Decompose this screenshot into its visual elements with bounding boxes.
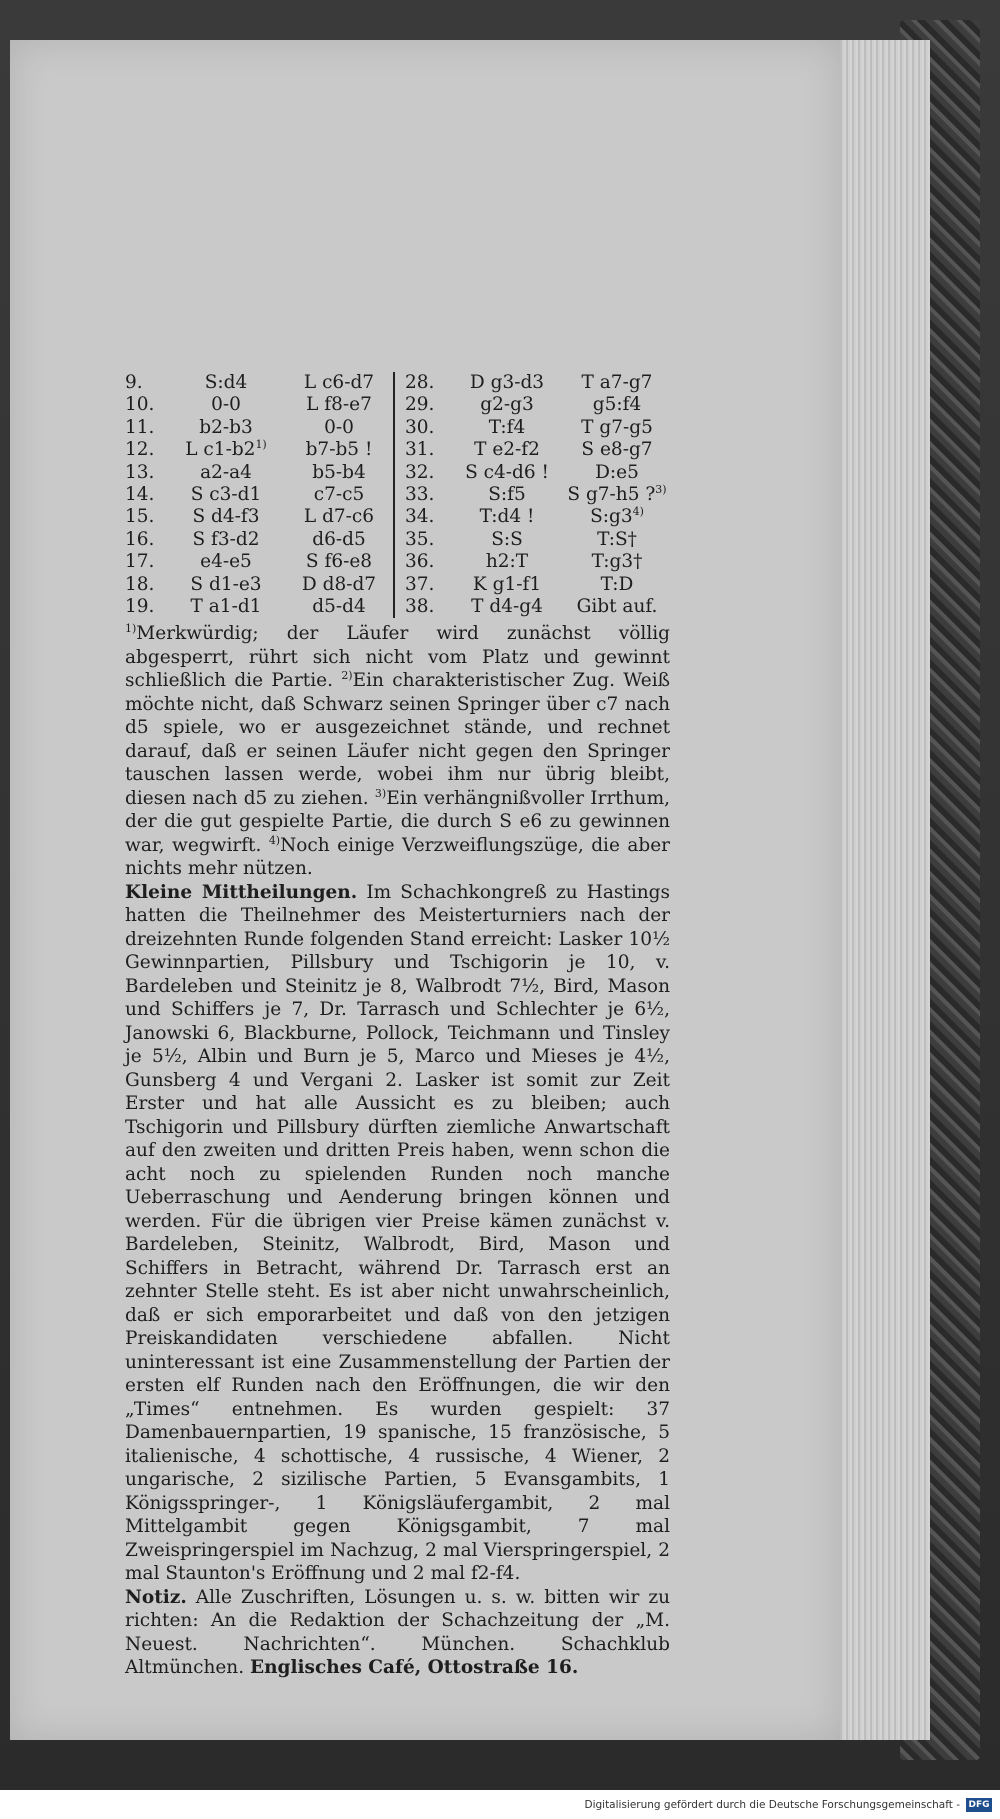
move-number: 34. xyxy=(405,506,435,528)
footnote-4: Noch einige Verzweiflungszüge, die aber nichts mehr nützen. xyxy=(125,834,670,880)
move-row xyxy=(125,529,393,551)
black-move: L f8-e7 xyxy=(306,394,372,416)
white-move: S c4-d6 ! xyxy=(465,461,549,483)
black-move: S g7-h5 ?$^{3)}$ xyxy=(567,482,667,506)
white-move: S:f5 xyxy=(488,484,526,506)
white-move: S c3-d1 xyxy=(190,484,262,506)
move-row xyxy=(125,551,393,573)
move-number: 15. xyxy=(125,506,155,528)
white-move: K g1-f1 xyxy=(472,573,542,595)
footnote-mark: 3) xyxy=(374,786,387,800)
move-number: 13. xyxy=(125,461,155,483)
move-number: 30. xyxy=(405,416,435,438)
footnote-2: Ein charakteristischer Zug. Weiß möchte nicht, daß Schwarz seinen Springer über c7 nach d5 spiele, wo er ausgezeichnet stände, und rechnet darauf, daß er seinen Läufer nicht gegen den Springer tauschen lassen werde, wobei ihm nur übrig bleibt, diesen nach d5 zu ziehen. xyxy=(125,670,670,809)
move-number: 19. xyxy=(125,596,155,618)
move-row xyxy=(125,417,393,439)
move-row xyxy=(405,506,670,528)
white-move: S d4-f3 xyxy=(192,506,260,528)
move-row xyxy=(405,596,670,618)
white-move: S d1-e3 xyxy=(190,573,262,595)
move-number: 18. xyxy=(125,573,155,595)
black-move: T:g3† xyxy=(591,551,643,573)
black-move: b7-b5 ! xyxy=(305,439,373,461)
move-row xyxy=(405,372,670,394)
footnote-mark: 2) xyxy=(341,669,353,683)
white-move: 0-0 xyxy=(211,394,241,416)
move-table xyxy=(125,372,670,618)
move-number: 11. xyxy=(125,416,155,438)
white-move: S:S xyxy=(491,528,523,550)
black-move: 0-0 xyxy=(324,416,354,438)
kleine-mittheilungen xyxy=(125,881,670,1586)
black-move: S f6-e8 xyxy=(305,551,373,573)
white-move: S:d4 xyxy=(204,372,248,393)
white-move: S f3-d2 xyxy=(192,528,260,550)
move-row xyxy=(405,462,670,484)
footnote-mark: 1) xyxy=(125,622,137,636)
black-move: T g7-g5 xyxy=(581,416,653,438)
black-move: S:g3$^{4)}$ xyxy=(590,505,644,528)
white-move: D g3-d3 xyxy=(469,372,545,393)
move-number: 36. xyxy=(405,551,435,573)
white-move: g2-g3 xyxy=(480,394,534,416)
white-move: e4-e5 xyxy=(200,551,252,573)
notiz-text: Alle Zuschriften, Lösungen u. s. w. bitten wir zu richten: An die Redaktion der Schachzeitung der „M. Neuest. Nachrichten“. München. Schachklub Altmünchen. xyxy=(125,1586,670,1679)
notiz xyxy=(125,1586,670,1680)
move-number: 9. xyxy=(125,372,143,393)
black-move: D d8-d7 xyxy=(301,573,377,595)
black-move: L c6-d7 xyxy=(303,372,375,393)
footer-text: Digitalisierung gefördert durch die Deutsche Forschungsgemeinschaft - xyxy=(584,1798,960,1811)
move-number: 35. xyxy=(405,528,435,550)
black-move: T:S† xyxy=(597,528,637,550)
move-number: 38. xyxy=(405,596,435,618)
white-move: a2-a4 xyxy=(200,461,252,483)
dfg-logo: DFG xyxy=(966,1798,992,1812)
white-move: T:d4 ! xyxy=(479,506,535,528)
black-move: Gibt auf. xyxy=(576,596,658,618)
footnote-block xyxy=(125,622,670,881)
footer-bar xyxy=(0,1790,1000,1819)
move-row xyxy=(405,439,670,461)
footnotes xyxy=(125,622,670,1680)
kleine-heading: Kleine Mittheilungen. xyxy=(125,881,358,903)
footnote-mark: 4) xyxy=(268,833,281,847)
footnote-1: Merkwürdig; der Läufer wird zunächst völlig abgesperrt, rührt sich nicht vom Platz und gewinnt schließlich die Partie. xyxy=(125,623,670,692)
footnote-3: Ein verhängnißvoller Irrthum, der die gut gespielte Partie, die durch S e6 zu gewinnen war, wegwirft. xyxy=(125,787,670,856)
footnote-ref: 1) xyxy=(255,438,267,452)
move-row xyxy=(405,529,670,551)
footnote-ref: 3) xyxy=(655,482,667,496)
move-number: 17. xyxy=(125,551,155,573)
move-row xyxy=(405,394,670,416)
move-number: 32. xyxy=(405,461,435,483)
white-move: h2:T xyxy=(485,551,529,573)
black-move: L d7-c6 xyxy=(303,506,375,528)
move-row xyxy=(125,506,393,528)
move-row xyxy=(125,574,393,596)
white-move: T:f4 xyxy=(488,416,526,438)
black-move: g5:f4 xyxy=(592,394,642,416)
move-row xyxy=(405,417,670,439)
black-move: d5-d4 xyxy=(312,596,366,618)
move-number: 28. xyxy=(405,372,435,393)
move-row xyxy=(405,484,670,506)
move-number: 10. xyxy=(125,394,155,416)
move-number: 31. xyxy=(405,439,435,461)
move-row xyxy=(125,394,393,416)
move-number: 29. xyxy=(405,394,435,416)
move-number: 16. xyxy=(125,528,155,550)
move-number: 12. xyxy=(125,439,155,461)
move-row xyxy=(125,462,393,484)
move-row xyxy=(125,439,393,461)
white-move: L c1-b2$^{1)}$ xyxy=(185,438,267,461)
black-move: S e8-g7 xyxy=(581,439,653,461)
black-move: T a7-g7 xyxy=(581,372,653,393)
move-row xyxy=(405,551,670,573)
moves-right-column xyxy=(393,372,670,618)
move-row xyxy=(405,574,670,596)
move-row xyxy=(125,372,393,394)
white-move: T e2-f2 xyxy=(474,439,540,461)
move-row xyxy=(125,484,393,506)
white-move: T d4-g4 xyxy=(471,596,543,618)
notiz-heading: Notiz. xyxy=(125,1586,187,1608)
black-move: D:e5 xyxy=(595,461,639,483)
move-number: 37. xyxy=(405,573,435,595)
white-move: T a1-d1 xyxy=(190,596,262,618)
footnote-ref: 4) xyxy=(632,505,644,519)
kleine-text: Im Schachkongreß zu Hastings hatten die Theilnehmer des Meisterturniers nach der dreizehnten Runde folgenden Stand erreicht: Lasker 10½ Gewinnpartien, Pillsbury und Tschigorin je 10, v. Bardeleben und Steinitz je 8, Walbrodt 7½, Bird, Mason und Schiffers je 7, Dr. Tarrasch und Schlechter je 6½, Janowski 6, Blackburne, Pollock, Teichmann und Tinsley je 5½, Albin und Burn je 5, Marco und Mieses je 4½, Gunsberg 4 und Vergani 2. Lasker ist somit zur Zeit Erster und hat alle Aussicht es zu bleiben; auch Tschigorin und Pillsbury dürften ziemliche Anwartschaft auf den zweiten und dritten Preis haben, wenn schon die acht noch zu spielenden Runden noch manche Ueberraschung und Aenderung bringen können und werden. Für die übrigen vier Preise kämen zunächst v. Bardeleben, Steinitz, Walbrodt, Bird, Mason und Schiffers in Betracht, während Dr. Tarrasch erst an zehnter Stelle steht. Es ist aber nicht unwahrscheinlich, daß er sich emporarbeitet und daß von den jetzigen Preiskandidaten verschiedene abfallen. Nicht uninteressant ist eine Zusammenstellung der Partien der ersten elf Runden nach den Eröffnungen, die wir den „Times“ entnehmen. Es wurden gespielt: 37 Damenbauernpartien, 19 spanische, 15 französische, 5 italienische, 4 schottische, 4 russische, 4 Wiener, 2 ungarische, 2 sizilische Partien, 5 Evansgambits, 1 Königsspringer-, 1 Königsläufergambit, 2 mal Mittelgambit gegen Königsgambit, 7 mal Zweispringerspiel im Nachzug, 2 mal Vierspringerspiel, 2 mal Staunton's Eröffnung und 2 mal f2-f4. xyxy=(125,881,670,1585)
black-move: b5-b4 xyxy=(312,461,366,483)
notiz-address: Englisches Café, Ottostraße 16. xyxy=(250,1657,579,1679)
move-row xyxy=(125,596,393,618)
black-move: T:D xyxy=(600,573,634,595)
move-number: 14. xyxy=(125,484,155,506)
black-move: c7-c5 xyxy=(313,484,365,506)
moves-left-column xyxy=(125,372,393,618)
page-content xyxy=(125,372,670,1680)
move-number: 33. xyxy=(405,484,435,506)
black-move: d6-d5 xyxy=(312,528,366,550)
white-move: b2-b3 xyxy=(199,416,253,438)
